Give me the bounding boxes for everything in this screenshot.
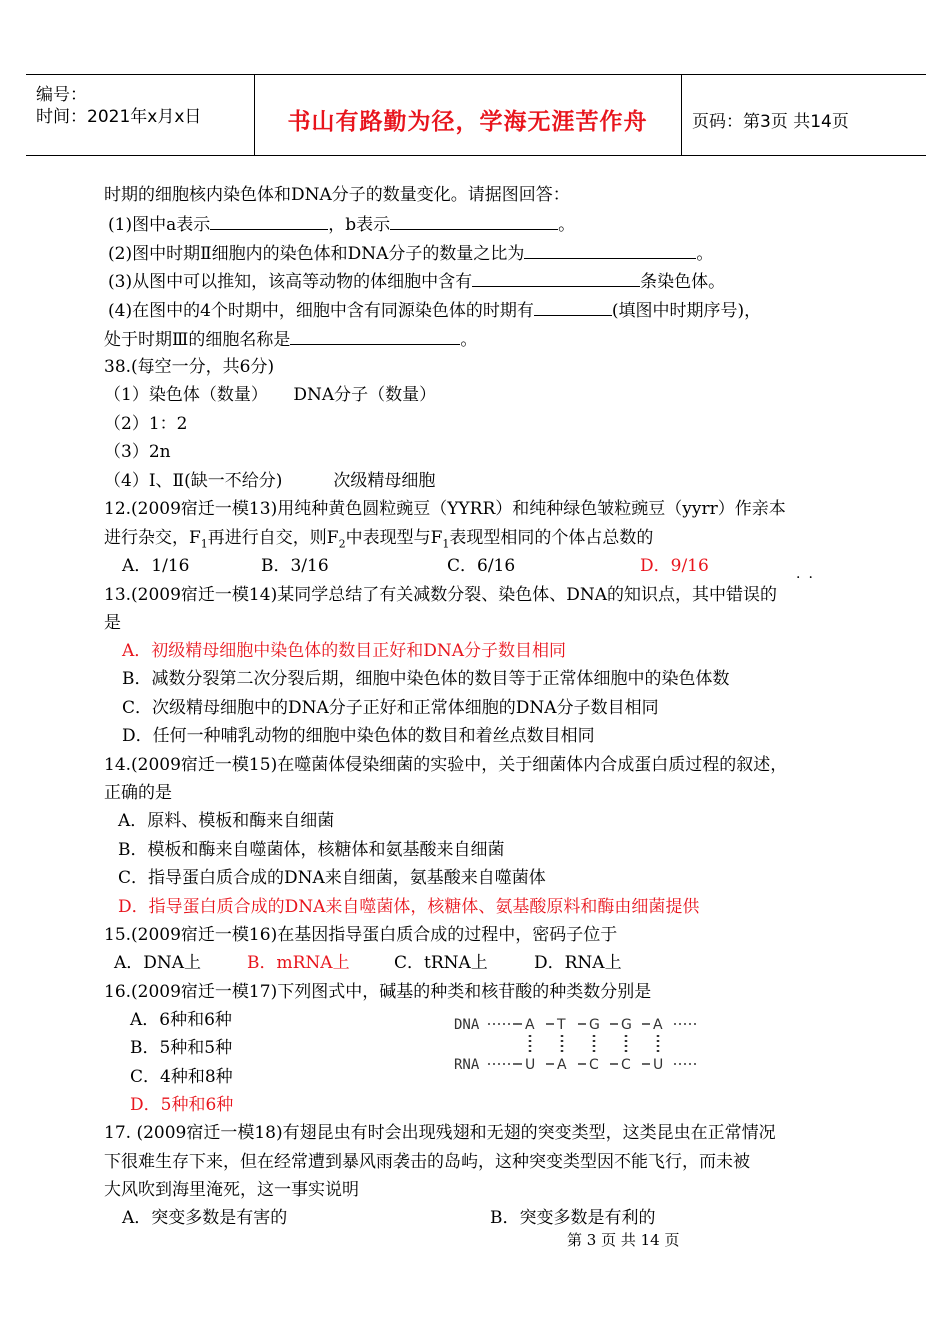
question-3: (3)从图中可以推知，该高等动物的体细胞中含有 条染色体。 xyxy=(108,272,726,292)
q17-line-3: 大风吹到海里淹死，这一事实说明 xyxy=(104,1180,359,1200)
rna-base: C xyxy=(589,1057,599,1073)
rna-base: C xyxy=(621,1057,631,1073)
question-4: (4)在图中的4个时期中，细胞中含有同源染色体的时期有 (填图中时期序号)， xyxy=(108,301,762,321)
answer-2: （2）1：2 xyxy=(104,414,188,434)
q13-line-2: 是 xyxy=(104,613,121,633)
q12-option-a: A．1/16 xyxy=(122,556,190,576)
q16-option-b: B．5种和5种 xyxy=(130,1038,233,1058)
q16-option-d: D．5种和6种 xyxy=(130,1095,234,1115)
q14-option-a: A．原料、模板和酶来自细菌 xyxy=(118,811,335,831)
dna-base: G xyxy=(589,1017,600,1033)
header-motto: 书山有路勤为径，学海无涯苦作舟 xyxy=(287,109,648,135)
q12-option-b: B．3/16 xyxy=(261,556,329,576)
rna-strand xyxy=(514,1057,696,1073)
answer-blank xyxy=(390,213,558,230)
q14-option-d: D．指导蛋白质合成的DNA来自噬菌体，核糖体、氨基酸原料和酶由细菌提供 xyxy=(118,897,700,917)
q38-heading: 38.(每空一分，共6分) xyxy=(104,357,275,377)
rna-base: U xyxy=(653,1057,664,1073)
q12-line-1: 12.(2009宿迁一模13)用纯种黄色圆粒豌豆（YYRR）和纯种绿色皱粒豌豆（yyrr）作亲本 xyxy=(104,499,786,519)
rna-base: A xyxy=(557,1057,567,1073)
q16-option-a: A．6种和6种 xyxy=(130,1010,232,1030)
dna-base: A xyxy=(525,1017,535,1033)
q14-line-2: 正确的是 xyxy=(104,783,172,803)
header-divider-right xyxy=(681,74,682,155)
q17-line-2: 下很难生存下来，但在经常遭到暴风雨袭击的岛屿，这种突变类型因不能飞行，而未被 xyxy=(104,1152,750,1172)
dna-strand xyxy=(514,1017,696,1033)
page-footer: 第 3 页 共 14 页 xyxy=(567,1231,680,1249)
header-bottom-rule xyxy=(26,155,926,156)
answer-blank xyxy=(534,299,612,316)
q14-option-b: B．模板和酶来自噬菌体，核糖体和氨基酸来自细菌 xyxy=(118,840,505,860)
question-1: (1)图中a表示 ，b表示 。 xyxy=(108,215,576,235)
header-page-label: 页码：第3页 共14页 xyxy=(692,112,849,132)
answer-blank xyxy=(524,242,696,259)
q12-option-d: D．9/16 xyxy=(640,556,709,576)
q15-option-c: C．tRNA上 xyxy=(394,953,488,973)
time-label: 时间：2021年x月x日 xyxy=(36,107,202,127)
q12-option-c: C．6/16 xyxy=(447,556,516,576)
q12-line-2: 进行杂交，$F_1$再进行自交，则$F_2$中表现型与$F_1$表现型相同的个体占总数的 xyxy=(104,528,654,551)
dna-base: A xyxy=(653,1017,663,1033)
rna-label: RNA xyxy=(454,1057,480,1073)
q13-option-c: C．次级精母细胞中的DNA分子正好和正常体细胞的DNA分子数目相同 xyxy=(122,698,659,718)
q16-line-1: 16.(2009宿迁一模17)下列图式中，碱基的种类和核苷酸的种类数分别是 xyxy=(104,982,652,1002)
q13-option-b: B．减数分裂第二次分裂后期，细胞中染色体的数目等于正常体细胞中的染色体数 xyxy=(122,669,730,689)
dna-rna-diagram xyxy=(452,1010,742,1080)
q14-line-1: 14.(2009宿迁一模15)在噬菌体侵染细菌的实验中，关于细菌体内合成蛋白质过程的叙述， xyxy=(104,755,788,775)
q17-line-1: 17. (2009宿迁一模18)有翅昆虫有时会出现残翅和无翅的突变类型，这类昆虫在正常情况 xyxy=(104,1123,776,1143)
q15-option-b: B．mRNA上 xyxy=(247,953,350,973)
rna-base: U xyxy=(525,1057,536,1073)
dna-base: G xyxy=(621,1017,632,1033)
q13-option-d: D．任何一种哺乳动物的细胞中染色体的数目和着丝点数目相同 xyxy=(122,726,595,746)
q14-option-c: C．指导蛋白质合成的DNA来自细菌，氨基酸来自噬菌体 xyxy=(118,868,546,888)
answer-blank xyxy=(290,328,460,345)
dna-label: DNA xyxy=(454,1017,480,1033)
header-info xyxy=(36,84,201,128)
answer-1: （1）染色体（数量） DNA分子（数量） xyxy=(104,385,437,405)
q13-option-a: A．初级精母细胞中染色体的数目正好和DNA分子数目相同 xyxy=(122,641,567,661)
q13-line-1: 13.(2009宿迁一模14)某同学总结了有关减数分裂、染色体、DNA的知识点，其中错误的 xyxy=(104,585,777,605)
question-4-cont: 处于时期Ⅲ的细胞名称是 。 xyxy=(104,330,478,350)
q15-option-a: A．DNA上 xyxy=(114,953,202,973)
q17-option-b: B．突变多数是有利的 xyxy=(490,1208,656,1228)
dna-base: T xyxy=(557,1017,566,1033)
question-2: (2)图中时期Ⅱ细胞内的染色体和DNA分子的数量之比为 。 xyxy=(108,244,714,264)
answer-4: （4）Ⅰ、Ⅱ(缺一不给分) 次级精母细胞 xyxy=(104,471,436,491)
base-pair-bonds xyxy=(530,1035,658,1055)
header-top-rule xyxy=(26,74,926,75)
q17-option-a: A．突变多数是有害的 xyxy=(122,1208,288,1228)
emphasis-dots: ·· xyxy=(796,570,821,586)
intro-line: 时期的细胞核内染色体和DNA分子的数量变化。请据图回答： xyxy=(104,185,570,205)
q15-option-d: D．RNA上 xyxy=(534,953,622,973)
q16-option-c: C．4种和8种 xyxy=(130,1067,233,1087)
number-label: 编号： xyxy=(36,85,87,105)
answer-3: （3）2n xyxy=(104,442,171,462)
answer-blank xyxy=(210,213,328,230)
q15-line-1: 15.(2009宿迁一模16)在基因指导蛋白质合成的过程中，密码子位于 xyxy=(104,925,618,945)
answer-blank xyxy=(472,270,640,287)
